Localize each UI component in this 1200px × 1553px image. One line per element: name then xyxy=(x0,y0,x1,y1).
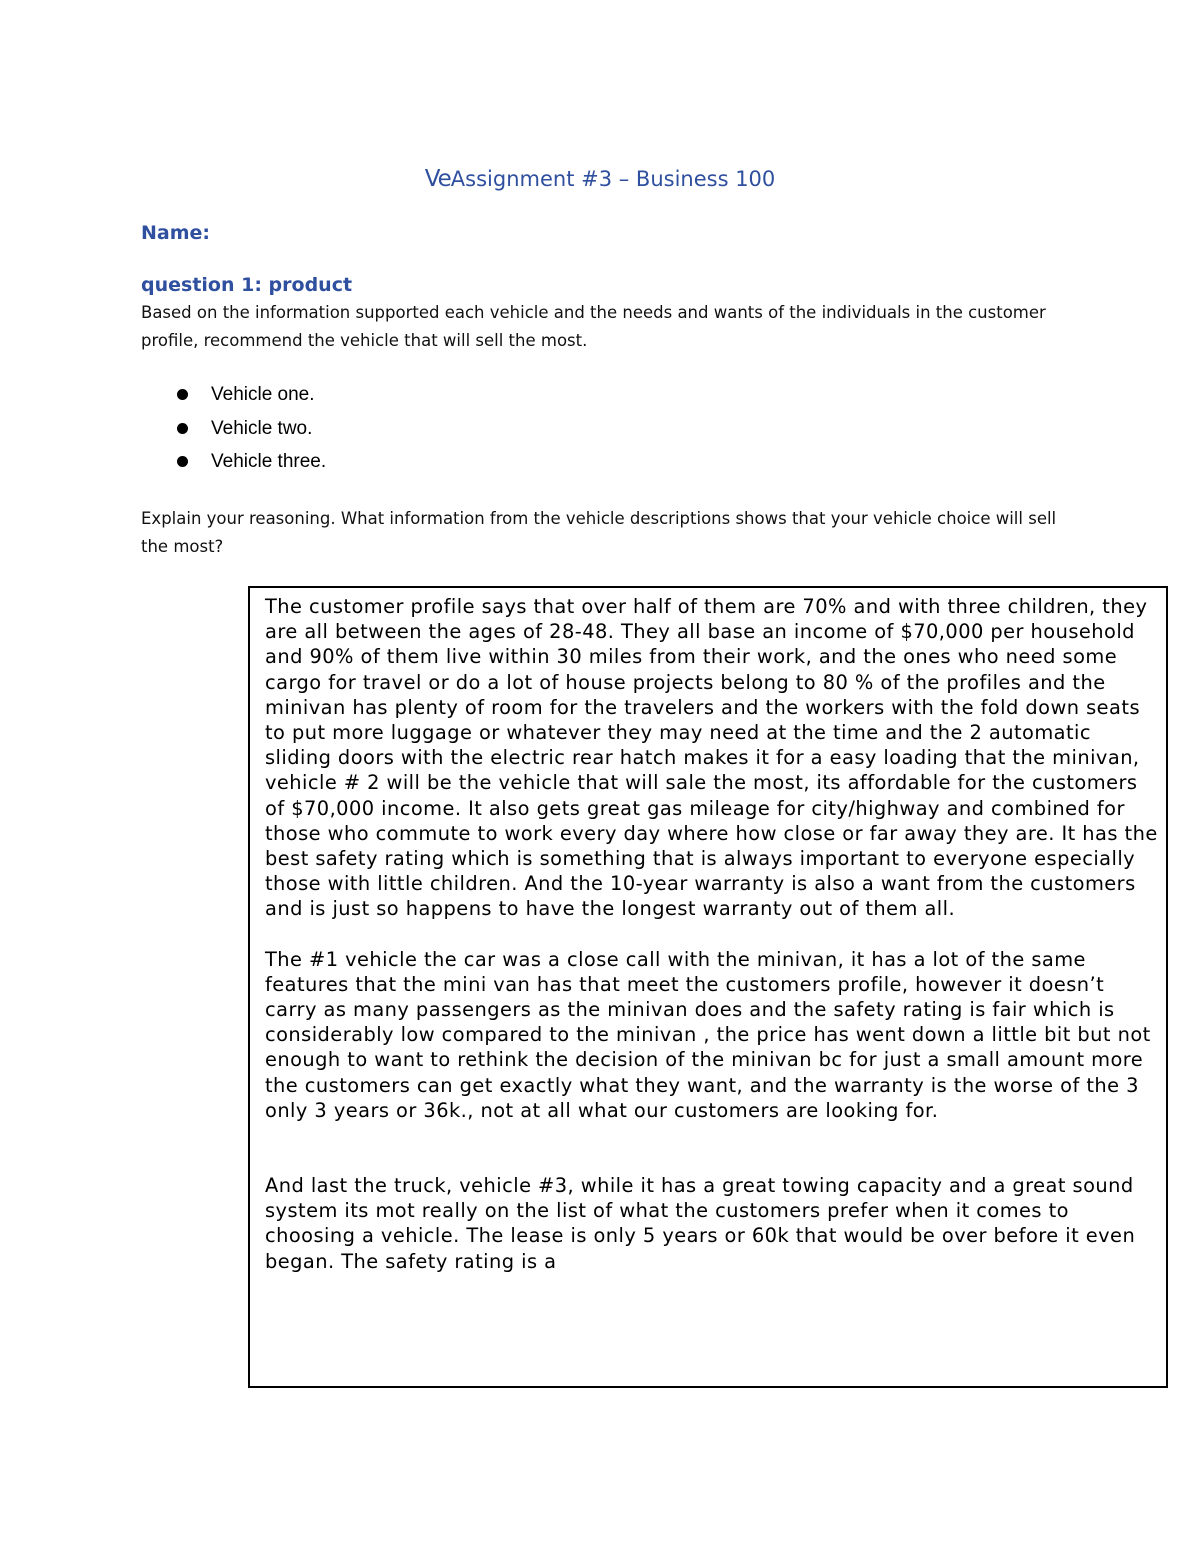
option-label: Vehicle one. xyxy=(211,384,315,405)
name-label: Name: xyxy=(141,222,211,244)
bullet-icon xyxy=(177,456,188,467)
list-item xyxy=(141,378,326,412)
question-text: Based on the information supported each vehicle and the needs and wants of the individuals in the customer profile, recommend the vehicle that will sell the most. xyxy=(141,303,1046,350)
answer-paragraph-2: The #1 vehicle the car was a close call with the minivan, it has a lot of the same features that the mini van has that meet the customers profile, however it doesn’t carry as many passengers as the minivan does and the safety rating is fair which is considerably low compared to the minivan , the price has went down a little bit but not enough to want to rethink the decision of the minivan bc for just a small amount more the customers can get exactly what they want, and the warranty is the worse of the 3 only 3 years or 36k., not at all what our customers are looking for. xyxy=(265,947,1151,1122)
question-heading: question 1: product xyxy=(141,274,353,296)
bullet-icon xyxy=(177,423,188,434)
list-item xyxy=(141,412,326,446)
answer-content xyxy=(265,594,1160,1274)
vehicle-options-list xyxy=(141,378,326,479)
list-item xyxy=(141,445,326,479)
option-label: Vehicle two. xyxy=(211,417,313,439)
answer-paragraph-3: And last the truck, vehicle #3, while it has a great towing capacity and a great sound system its mot really on the list of what the customers prefer when it comes to choosing a vehicle. The lease is only 5 years or 60k that would be over before it even began. The safety rating is a xyxy=(265,1174,1136,1273)
answer-textbox[interactable] xyxy=(248,586,1168,1388)
option-label: Vehicle three. xyxy=(211,451,327,472)
document-title xyxy=(0,166,1200,192)
title-prefix: Ve xyxy=(424,166,451,192)
answer-paragraph-1: The customer profile says that over half of them are 70% and with three children, they are all between the ages of 28-48. They all base an income of $70,000 per household and 90% of them live within 30 miles from their work, and the ones who need some cargo for travel or do a lot of house projects belong to 80 % of the profiles and the minivan has plenty of room for the travelers and the workers with the fold down seats to put more luggage or whatever they may need at the time and the 2 automatic sliding doors with the electric rear hatch makes it for a easy loading that the minivan, vehicle # 2 will be the vehicle that will sale the most, its affordable for the customers of $70,000 income. It also gets great gas mileage for city/highway and combined for those who commute to work every day where how close or far away they are. It has the best safety rating which is something that is always important to everyone especially those with little children. And the 10-year warranty is also a want from the customers and is just so happens to have the longest warranty out of them all. xyxy=(265,595,1158,921)
explain-prompt: Explain your reasoning. What information from the vehicle descriptions shows that your vehicle choice will sell the most? xyxy=(141,509,1057,556)
bullet-icon xyxy=(177,389,188,400)
title-text: Assignment #3 – Business 100 xyxy=(450,167,776,191)
